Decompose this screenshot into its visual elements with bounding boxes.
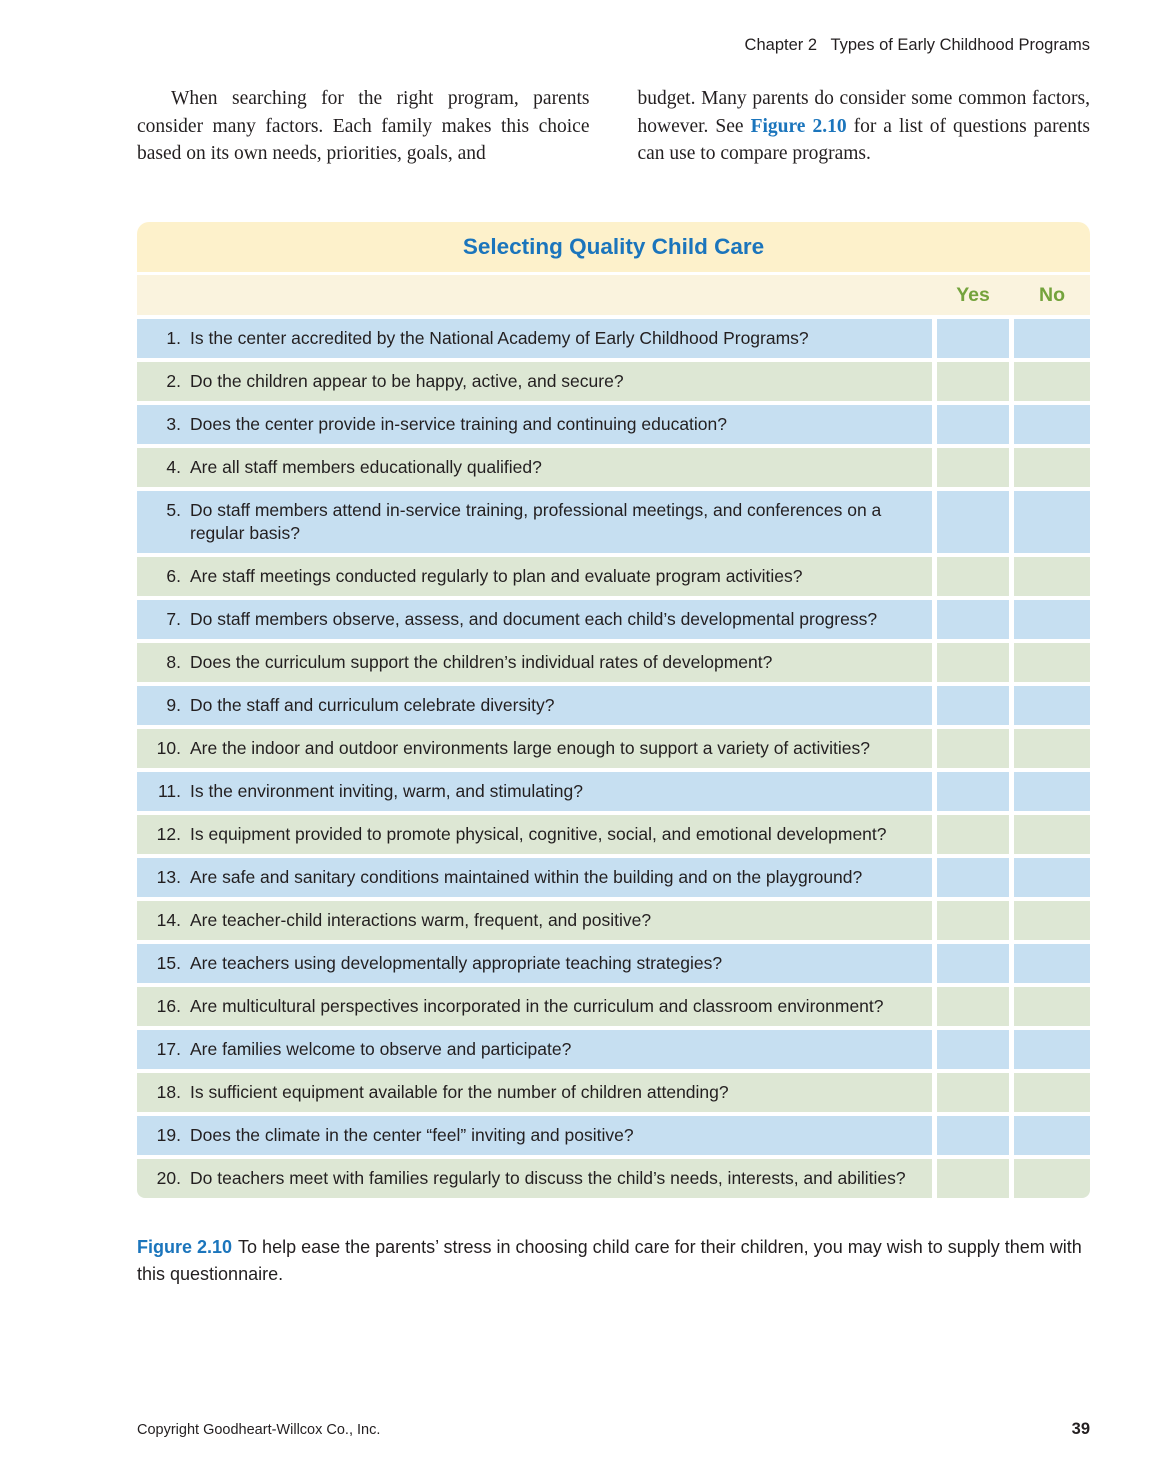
no-answer-cell[interactable]	[1014, 901, 1090, 940]
question-cell	[137, 1159, 932, 1198]
question-cell	[137, 686, 932, 725]
table-row	[137, 600, 1090, 639]
figure-title-band	[137, 222, 1090, 272]
question-number: 9.	[166, 694, 181, 715]
question-cell	[137, 987, 932, 1026]
table-row	[137, 448, 1090, 487]
table-row	[137, 901, 1090, 940]
figure-caption	[137, 1234, 1090, 1288]
table-row	[137, 319, 1090, 358]
no-answer-cell[interactable]	[1014, 491, 1090, 553]
no-answer-cell[interactable]	[1014, 729, 1090, 768]
question-number: 16.	[156, 995, 181, 1016]
no-answer-cell[interactable]	[1014, 944, 1090, 983]
yes-answer-cell[interactable]	[937, 405, 1009, 444]
table-row	[137, 944, 1090, 983]
yes-answer-cell[interactable]	[937, 944, 1009, 983]
question-number: 20.	[156, 1167, 181, 1188]
question-cell	[137, 901, 932, 940]
question-cell	[137, 448, 932, 487]
no-answer-cell[interactable]	[1014, 643, 1090, 682]
question-cell	[137, 944, 932, 983]
question-text: Is sufficient equipment available for the number of children attending?	[190, 1081, 729, 1102]
question-number: 14.	[156, 909, 181, 930]
question-number: 4.	[166, 456, 181, 477]
figure-title: Selecting Quality Child Care	[462, 234, 765, 260]
question-text: Are the indoor and outdoor environments large enough to support a variety of activities?	[190, 737, 870, 758]
table-row	[137, 405, 1090, 444]
caption-text: To help ease the parents’ stress in choosing child care for their children, you may wish to supply them with this questionnaire.	[137, 1237, 1082, 1285]
question-cell	[137, 1030, 932, 1069]
question-cell	[137, 557, 932, 596]
question-number: 19.	[156, 1124, 181, 1145]
copyright-notice: Copyright Goodheart-Willcox Co., Inc.	[137, 1422, 381, 1438]
question-text: Are all staff members educationally qualified?	[190, 456, 542, 477]
question-text: Is the environment inviting, warm, and stimulating?	[190, 780, 583, 801]
question-number: 1.	[166, 327, 181, 348]
table-row	[137, 643, 1090, 682]
no-answer-cell[interactable]	[1014, 405, 1090, 444]
no-answer-cell[interactable]	[1014, 1030, 1090, 1069]
question-text: Are multicultural perspectives incorporated in the curriculum and classroom environment?	[190, 995, 884, 1016]
yes-answer-cell[interactable]	[937, 815, 1009, 854]
page-footer	[137, 1420, 1090, 1439]
no-answer-cell[interactable]	[1014, 557, 1090, 596]
question-cell	[137, 729, 932, 768]
no-answer-cell[interactable]	[1014, 1116, 1090, 1155]
table-row	[137, 1159, 1090, 1198]
yes-answer-cell[interactable]	[937, 686, 1009, 725]
question-text: Does the center provide in-service training and continuing education?	[190, 413, 727, 434]
no-answer-cell[interactable]	[1014, 815, 1090, 854]
question-number: 17.	[156, 1038, 181, 1059]
table-row	[137, 557, 1090, 596]
no-answer-cell[interactable]	[1014, 1159, 1090, 1198]
question-text: Do staff members observe, assess, and document each child’s developmental progress?	[190, 608, 878, 629]
yes-column-header: Yes	[956, 283, 990, 306]
intro-text	[137, 85, 1090, 168]
table-row	[137, 858, 1090, 897]
no-answer-cell[interactable]	[1014, 319, 1090, 358]
table-row	[137, 1116, 1090, 1155]
question-cell	[137, 858, 932, 897]
yes-answer-cell[interactable]	[937, 1030, 1009, 1069]
table-header-row	[137, 275, 1090, 315]
yes-answer-cell[interactable]	[937, 491, 1009, 553]
table-row	[137, 815, 1090, 854]
yes-answer-cell[interactable]	[937, 858, 1009, 897]
question-text: Are safe and sanitary conditions maintained within the building and on the playground?	[190, 866, 863, 887]
yes-answer-cell[interactable]	[937, 557, 1009, 596]
question-number: 8.	[166, 651, 181, 672]
table-row	[137, 686, 1090, 725]
yes-answer-cell[interactable]	[937, 643, 1009, 682]
no-answer-cell[interactable]	[1014, 600, 1090, 639]
no-answer-cell[interactable]	[1014, 1073, 1090, 1112]
yes-answer-cell[interactable]	[937, 1073, 1009, 1112]
question-text: Do the staff and curriculum celebrate diversity?	[190, 694, 555, 715]
yes-answer-cell[interactable]	[937, 772, 1009, 811]
figure-reference-link[interactable]: Figure 2.10	[750, 115, 847, 137]
question-text: Are families welcome to observe and participate?	[190, 1038, 572, 1059]
yes-answer-cell[interactable]	[937, 1159, 1009, 1198]
question-text: Are teachers using developmentally appropriate teaching strategies?	[190, 952, 723, 973]
question-number: 6.	[166, 565, 181, 586]
yes-answer-cell[interactable]	[937, 362, 1009, 401]
question-number: 18.	[156, 1081, 181, 1102]
table-row	[137, 1030, 1090, 1069]
no-answer-cell[interactable]	[1014, 858, 1090, 897]
question-number: 13.	[156, 866, 181, 887]
yes-answer-cell[interactable]	[937, 729, 1009, 768]
question-text: Is the center accredited by the National Academy of Early Childhood Programs?	[190, 327, 809, 348]
page-number: 39	[1071, 1420, 1090, 1438]
question-cell	[137, 600, 932, 639]
yes-answer-cell[interactable]	[937, 901, 1009, 940]
no-answer-cell[interactable]	[1014, 772, 1090, 811]
question-number: 2.	[166, 370, 181, 391]
question-rows	[137, 319, 1090, 1198]
question-cell	[137, 1073, 932, 1112]
no-answer-cell[interactable]	[1014, 686, 1090, 725]
question-text: Do staff members attend in-service training, professional meetings, and conferences on a regular basis?	[190, 499, 882, 544]
question-text: Does the curriculum support the children’s individual rates of development?	[190, 651, 773, 672]
table-row	[137, 729, 1090, 768]
question-text: Are staff meetings conducted regularly to plan and evaluate program activities?	[190, 565, 803, 586]
no-column-header: No	[1039, 283, 1065, 306]
intro-right-column	[638, 85, 1091, 168]
yes-answer-cell[interactable]	[937, 448, 1009, 487]
intro-right-text-post: for a list of questions parents can use to compare programs.	[637, 115, 1090, 165]
question-cell	[137, 815, 932, 854]
question-number: 15.	[156, 952, 181, 973]
intro-right-text-pre: budget. Many parents do consider some common factors, however. See	[637, 88, 1090, 137]
question-number: 11.	[157, 780, 181, 801]
question-text: Does the climate in the center “feel” inviting and positive?	[190, 1124, 634, 1145]
no-answer-cell[interactable]	[1014, 987, 1090, 1026]
table-row	[137, 362, 1090, 401]
question-cell	[137, 772, 932, 811]
yes-answer-cell[interactable]	[937, 319, 1009, 358]
question-number: 7.	[166, 608, 181, 629]
question-text: Do the children appear to be happy, active, and secure?	[190, 370, 624, 391]
question-number: 5.	[166, 499, 181, 520]
question-number: 3.	[166, 413, 181, 434]
question-number: 10.	[156, 737, 181, 758]
no-answer-cell[interactable]	[1014, 448, 1090, 487]
question-cell	[137, 319, 932, 358]
question-text: Are teacher-child interactions warm, frequent, and positive?	[190, 909, 652, 930]
question-cell	[137, 1116, 932, 1155]
intro-left-column: When searching for the right program, parents consider many factors. Each family makes this choice based on its own needs, priorities, goals, and	[137, 88, 590, 165]
no-answer-cell[interactable]	[1014, 362, 1090, 401]
question-cell	[137, 643, 932, 682]
yes-answer-cell[interactable]	[937, 600, 1009, 639]
table-row	[137, 987, 1090, 1026]
question-text: Is equipment provided to promote physical, cognitive, social, and emotional development?	[190, 823, 887, 844]
table-row	[137, 1073, 1090, 1112]
table-row	[137, 491, 1090, 553]
question-text: Do teachers meet with families regularly to discuss the child’s needs, interests, and abilities?	[190, 1167, 906, 1188]
yes-answer-cell[interactable]	[937, 987, 1009, 1026]
yes-answer-cell[interactable]	[937, 1116, 1009, 1155]
figure-2-10-questionnaire	[137, 222, 1090, 1198]
question-cell	[137, 362, 932, 401]
question-cell	[137, 405, 932, 444]
question-number: 12.	[156, 823, 181, 844]
caption-label: Figure 2.10	[137, 1237, 233, 1258]
chapter-header: Chapter 2 Types of Early Childhood Programs	[744, 36, 1090, 54]
table-row	[137, 772, 1090, 811]
question-cell	[137, 491, 932, 553]
